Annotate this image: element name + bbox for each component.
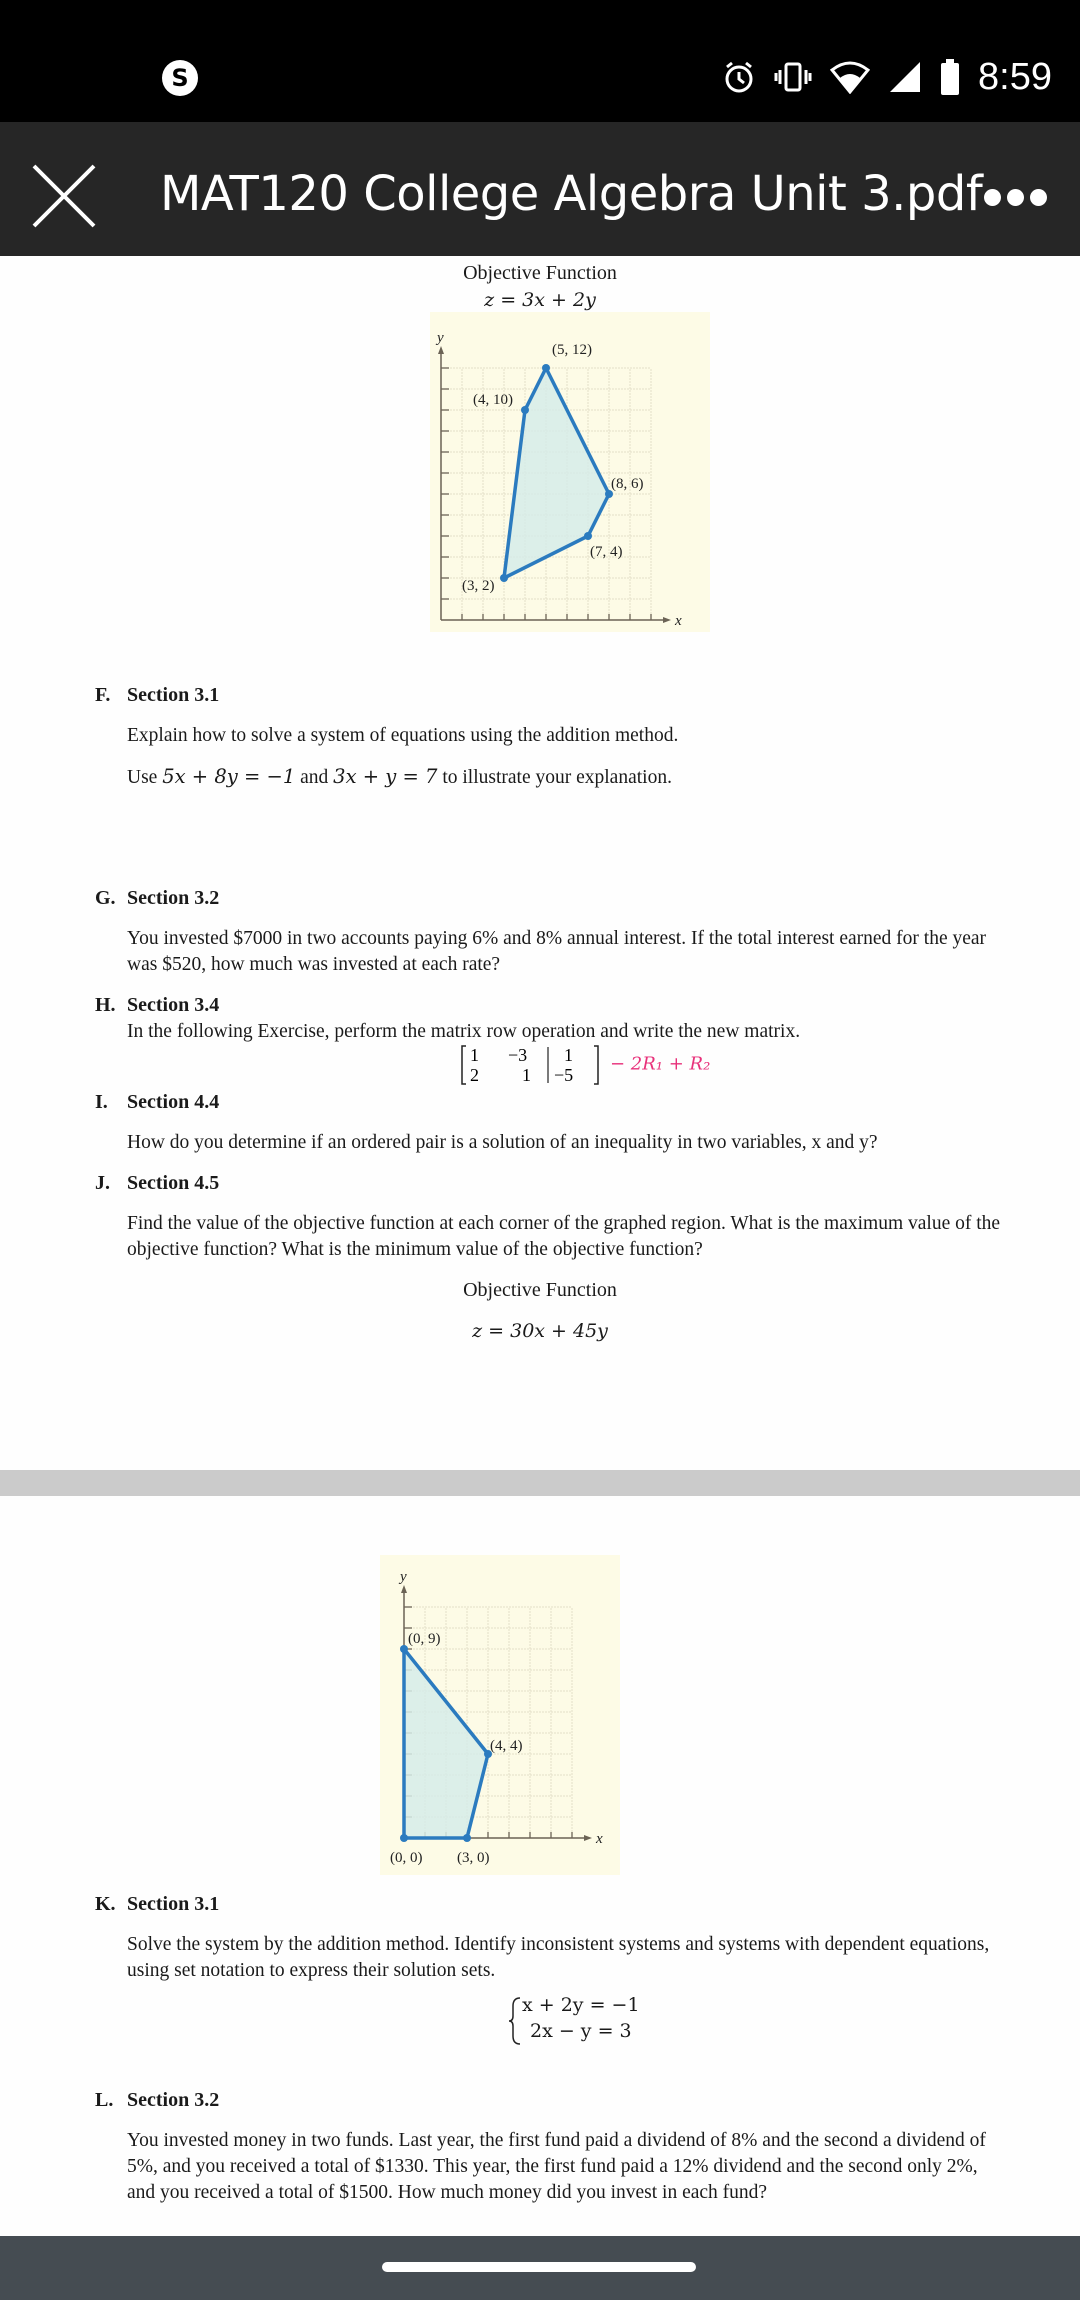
section-letter: H. — [95, 994, 116, 1016]
text: and — [295, 767, 334, 788]
section-i-heading — [95, 1091, 219, 1114]
signal-icon — [888, 60, 922, 94]
clock: 8:59 — [978, 55, 1052, 98]
section-g-heading — [95, 887, 219, 910]
equation: 3x + y = 7 — [333, 765, 438, 788]
system-equation-1: x + 2y = −1 — [522, 1994, 640, 2016]
section-title: Section 4.4 — [127, 1091, 220, 1113]
vertex-label: (0, 0) — [390, 1850, 423, 1866]
matrix-cell: 2 — [470, 1065, 479, 1085]
wifi-icon — [830, 60, 870, 94]
x-axis-label: x — [596, 1831, 603, 1847]
s-circle-icon: S — [162, 60, 198, 96]
matrix-cell: 1 — [522, 1065, 531, 1085]
more-dot — [1007, 189, 1024, 206]
system-equation-2: 2x − y = 3 — [530, 2020, 632, 2042]
section-letter: J. — [95, 1172, 110, 1194]
close-icon — [28, 160, 100, 232]
section-h-question: In the following Exercise, perform the matrix row operation and write the new matrix. — [127, 1021, 801, 1042]
section-title: Section 4.5 — [127, 1172, 220, 1194]
alarm-icon — [722, 60, 756, 94]
section-letter: K. — [95, 1893, 116, 1915]
more-dot — [1030, 189, 1047, 206]
vertex-point — [400, 1834, 408, 1842]
vertex-label: (5, 12) — [552, 342, 592, 358]
section-letter: F. — [95, 684, 111, 706]
section-f-equations — [127, 764, 1007, 791]
vertex-point — [542, 364, 550, 372]
vertex-label: (4, 4) — [490, 1738, 523, 1754]
vertex-label: (8, 6) — [611, 476, 644, 492]
section-f-heading — [95, 684, 219, 707]
document-title: MAT120 College Algebra Unit 3.pdf — [160, 166, 983, 222]
vertex-point — [584, 532, 592, 540]
matrix-cell: 1 — [564, 1045, 573, 1065]
section-l-question: You invested money in two funds. Last year, the first fund paid a dividend of 8% and the second a dividend of 5%, and you received a total of $1330. This year, the first fund paid a 12% dividend and the second only 2%, and you received a total of $1500. How much money did you invest in each fund? — [127, 2130, 986, 2203]
augmented-matrix — [460, 1044, 710, 1086]
section-g-question: You invested $7000 in two accounts paying 6% and 8% annual interest. If the total interest earned for the year was $520, how much was invested at each rate? — [127, 928, 987, 975]
section-letter: L. — [95, 2089, 114, 2111]
vertex-point — [463, 1834, 471, 1842]
objective-caption-1: Objective Function — [463, 262, 617, 284]
vertex-label: (3, 0) — [457, 1850, 490, 1866]
section-letter: I. — [95, 1091, 108, 1113]
y-axis-label: y — [400, 1569, 407, 1585]
row-operation: − 2R₁ + R₂ — [610, 1053, 711, 1075]
equation: 5x + 8y = −1 — [162, 765, 296, 788]
matrix-cell: 1 — [470, 1045, 479, 1065]
section-title: Section 3.1 — [127, 1893, 220, 1915]
section-h-heading — [95, 994, 219, 1017]
vertex-label: (3, 2) — [462, 578, 495, 594]
section-j-heading — [95, 1172, 219, 1195]
objective-equation-1: z = 3x + 2y — [484, 289, 596, 311]
section-j-question: Find the value of the objective function at each corner of the graphed region. What is the maximum value of the objective function? What is the minimum value of the objective function? — [127, 1213, 1001, 1260]
feasible-region-graph-2 — [380, 1555, 620, 1875]
section-title: Section 3.1 — [127, 684, 220, 706]
vertex-label: (0, 9) — [408, 1631, 441, 1647]
more-dots-icon — [984, 189, 1001, 206]
vertex-label: (7, 4) — [590, 544, 623, 560]
close-button[interactable] — [28, 160, 100, 232]
section-k-question: Solve the system by the addition method. Identify inconsistent systems and systems with dependent equations, using set notation to express their solution sets. — [127, 1934, 990, 1981]
section-l-heading — [95, 2089, 219, 2112]
section-title: Section 3.2 — [127, 2089, 220, 2111]
more-options-button[interactable] — [984, 182, 1050, 212]
x-axis-label: x — [675, 613, 682, 629]
objective-equation-2: z = 30x + 45y — [472, 1320, 608, 1342]
text: to illustrate your explanation. — [437, 767, 672, 788]
objective-caption-2: Objective Function — [463, 1279, 617, 1301]
battery-icon — [940, 59, 960, 95]
vertex-point — [521, 406, 529, 414]
matrix-cell: −3 — [508, 1045, 528, 1065]
brace — [508, 1996, 522, 2046]
status-icons — [722, 52, 1052, 102]
matrix-cell: −5 — [554, 1065, 574, 1085]
section-title: Section 3.4 — [127, 994, 220, 1016]
text: Use — [127, 767, 163, 788]
vertex-label: (4, 10) — [473, 392, 513, 408]
y-axis-label: y — [437, 330, 444, 346]
matrix-brackets — [460, 1044, 610, 1086]
vertex-point — [400, 1645, 408, 1653]
vibrate-icon — [774, 60, 812, 94]
section-title: Section 3.2 — [127, 887, 220, 909]
section-f-question: Explain how to solve a system of equations using the addition method. — [127, 725, 679, 746]
section-i-question: How do you determine if an ordered pair is a solution of an inequality in two variables, x and y? — [127, 1132, 878, 1153]
page-break — [0, 1470, 1080, 1496]
section-k-heading — [95, 1893, 219, 1916]
vertex-point — [500, 574, 508, 582]
feasible-region-graph-1 — [430, 312, 710, 632]
section-letter: G. — [95, 887, 116, 909]
home-gesture-handle[interactable] — [382, 2262, 696, 2272]
